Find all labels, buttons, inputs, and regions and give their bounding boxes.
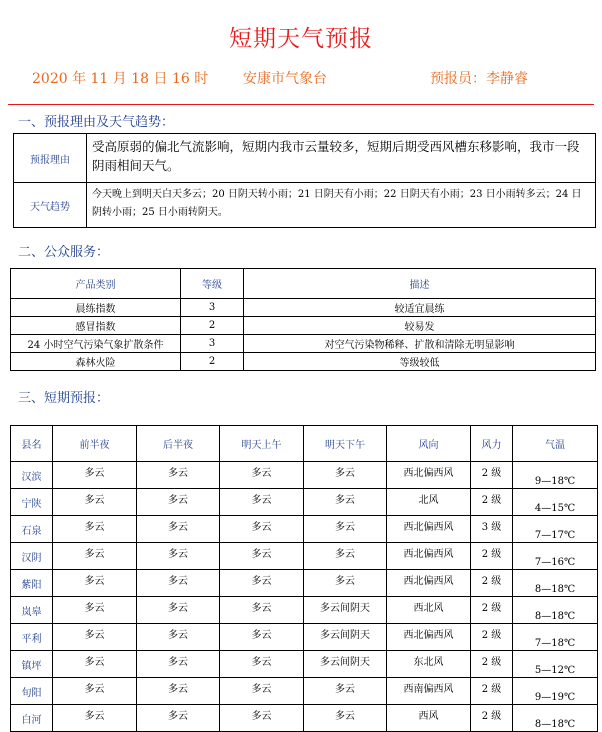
- temperature: 7—18℃: [513, 624, 598, 651]
- tomorrow-afternoon: 多云间阴天: [304, 651, 387, 678]
- table-header-row: [11, 269, 596, 299]
- tomorrow-morning: 多云: [220, 543, 304, 570]
- table-row: [11, 705, 598, 732]
- temperature: 5—12℃: [513, 651, 598, 678]
- table-row: [11, 489, 598, 516]
- column-header: 描述: [244, 269, 596, 299]
- wind-force: 2 级: [471, 543, 513, 570]
- tomorrow-afternoon: 多云: [304, 570, 387, 597]
- county-name: 白河: [11, 705, 53, 732]
- county-name: 旬阳: [11, 678, 53, 705]
- table-row: [11, 335, 596, 353]
- table-row: [11, 317, 596, 335]
- header-divider: [8, 104, 594, 105]
- column-header: 等级: [181, 269, 244, 299]
- table-row: [11, 570, 598, 597]
- tomorrow-morning: 多云: [220, 516, 304, 543]
- second-half-night: 多云: [137, 678, 220, 705]
- column-header: 后半夜: [137, 426, 220, 462]
- county-name: 汉滨: [11, 462, 53, 489]
- wind-force: 2 级: [471, 462, 513, 489]
- tomorrow-afternoon: 多云: [304, 516, 387, 543]
- temperature: 9—19℃: [513, 678, 598, 705]
- issue-datetime: 2020 年 11 月 18 日 16 时: [32, 71, 209, 87]
- temperature: 8—18℃: [513, 570, 598, 597]
- product-level: 3: [181, 299, 244, 317]
- temperature: 7—17℃: [513, 516, 598, 543]
- first-half-night: 多云: [53, 678, 137, 705]
- county-name: 宁陕: [11, 489, 53, 516]
- tomorrow-afternoon: 多云: [304, 705, 387, 732]
- table-row: [11, 624, 598, 651]
- table-header-row: [11, 426, 598, 462]
- tomorrow-morning: 多云: [220, 624, 304, 651]
- column-header: 前半夜: [53, 426, 137, 462]
- issuing-agency: 安康市气象台: [243, 71, 327, 87]
- table-row: [11, 651, 598, 678]
- tomorrow-morning: 多云: [220, 651, 304, 678]
- tomorrow-morning: 多云: [220, 489, 304, 516]
- first-half-night: 多云: [53, 651, 137, 678]
- forecaster-label: 预报员：: [430, 71, 486, 87]
- wind-force: 3 级: [471, 516, 513, 543]
- county-name: 镇坪: [11, 651, 53, 678]
- table-row: [11, 543, 598, 570]
- county-name: 岚皋: [11, 597, 53, 624]
- second-half-night: 多云: [137, 516, 220, 543]
- wind-direction: 西北偏西风: [387, 516, 471, 543]
- first-half-night: 多云: [53, 570, 137, 597]
- temperature: 4—15℃: [513, 489, 598, 516]
- wind-direction: 东北风: [387, 651, 471, 678]
- wind-force: 2 级: [471, 678, 513, 705]
- table-row: [11, 353, 596, 371]
- wind-direction: 西北偏西风: [387, 624, 471, 651]
- second-half-night: 多云: [137, 543, 220, 570]
- first-half-night: 多云: [53, 489, 137, 516]
- second-half-night: 多云: [137, 489, 220, 516]
- table-row: [11, 299, 596, 317]
- second-half-night: 多云: [137, 597, 220, 624]
- row-label: 天气趋势: [14, 183, 87, 228]
- product-name: 感冒指数: [11, 317, 181, 335]
- forecaster-info: [430, 68, 528, 88]
- tomorrow-morning: 多云: [220, 705, 304, 732]
- product-description: 对空气污染物稀释、扩散和清除无明显影响: [244, 335, 596, 353]
- tomorrow-morning: 多云: [220, 570, 304, 597]
- product-name: 森林火险: [11, 353, 181, 371]
- wind-force: 2 级: [471, 489, 513, 516]
- tomorrow-afternoon: 多云: [304, 462, 387, 489]
- wind-direction: 西南偏西风: [387, 678, 471, 705]
- weather-trend-text: 今天晚上到明天白天多云；20 日阴天转小雨；21 日阴天有小雨；22 日阴天有小雨；23 日小雨转多云；24 日阴转小雨；25 日小雨转阴天。: [87, 183, 596, 228]
- wind-force: 2 级: [471, 651, 513, 678]
- product-description: 较易发: [244, 317, 596, 335]
- column-header: 风向: [387, 426, 471, 462]
- second-half-night: 多云: [137, 570, 220, 597]
- wind-force: 2 级: [471, 597, 513, 624]
- second-half-night: 多云: [137, 624, 220, 651]
- page-title: 短期天气预报: [229, 26, 373, 52]
- county-name: 平利: [11, 624, 53, 651]
- product-level: 2: [181, 317, 244, 335]
- temperature: 8—18℃: [513, 597, 598, 624]
- column-header: 明天下午: [304, 426, 387, 462]
- product-description: 较适宜晨练: [244, 299, 596, 317]
- county-name: 汉阴: [11, 543, 53, 570]
- wind-direction: 西北偏西风: [387, 543, 471, 570]
- first-half-night: 多云: [53, 462, 137, 489]
- wind-direction: 西风: [387, 705, 471, 732]
- second-half-night: 多云: [137, 462, 220, 489]
- section-3-heading: 三、短期预报：: [18, 391, 110, 406]
- wind-force: 2 级: [471, 624, 513, 651]
- tomorrow-afternoon: 多云间阴天: [304, 597, 387, 624]
- product-name: 晨练指数: [11, 299, 181, 317]
- forecast-reason-table: [13, 133, 596, 228]
- second-half-night: 多云: [137, 651, 220, 678]
- product-description: 等级较低: [244, 353, 596, 371]
- table-row: [14, 134, 596, 183]
- tomorrow-morning: 多云: [220, 678, 304, 705]
- wind-direction: 北风: [387, 489, 471, 516]
- wind-direction: 西北偏西风: [387, 570, 471, 597]
- wind-force: 2 级: [471, 705, 513, 732]
- temperature: 8—18℃: [513, 705, 598, 732]
- section-2-heading: 二、公众服务：: [18, 245, 110, 260]
- first-half-night: 多云: [53, 705, 137, 732]
- first-half-night: 多云: [53, 624, 137, 651]
- tomorrow-afternoon: 多云: [304, 489, 387, 516]
- product-name: 24 小时空气污染气象扩散条件: [11, 335, 181, 353]
- column-header: 县名: [11, 426, 53, 462]
- temperature: 7—16℃: [513, 543, 598, 570]
- product-level: 3: [181, 335, 244, 353]
- column-header: 风力: [471, 426, 513, 462]
- public-service-table: [10, 268, 596, 371]
- first-half-night: 多云: [53, 543, 137, 570]
- table-row: [11, 678, 598, 705]
- wind-direction: 西北风: [387, 597, 471, 624]
- column-header: 气温: [513, 426, 598, 462]
- county-name: 紫阳: [11, 570, 53, 597]
- wind-direction: 西北偏西风: [387, 462, 471, 489]
- second-half-night: 多云: [137, 705, 220, 732]
- table-row: [11, 462, 598, 489]
- tomorrow-afternoon: 多云: [304, 543, 387, 570]
- wind-force: 2 级: [471, 570, 513, 597]
- first-half-night: 多云: [53, 516, 137, 543]
- section-1-heading: 一、预报理由及天气趋势：: [18, 115, 175, 130]
- column-header: 明天上午: [220, 426, 304, 462]
- tomorrow-morning: 多云: [220, 597, 304, 624]
- tomorrow-afternoon: 多云: [304, 678, 387, 705]
- tomorrow-morning: 多云: [220, 462, 304, 489]
- table-row: [14, 183, 596, 228]
- temperature: 9—18℃: [513, 462, 598, 489]
- column-header: 产品类别: [11, 269, 181, 299]
- table-row: [11, 516, 598, 543]
- forecaster-name: 李静睿: [486, 71, 528, 87]
- first-half-night: 多云: [53, 597, 137, 624]
- short-term-forecast-table: [10, 425, 598, 732]
- tomorrow-afternoon: 多云间阴天: [304, 624, 387, 651]
- row-label: 预报理由: [14, 134, 87, 183]
- forecast-reason-text: 受高原弱的偏北气流影响，短期内我市云量较多，短期后期受西风槽东移影响，我市一段阴雨相间天气。: [87, 134, 596, 183]
- county-name: 石泉: [11, 516, 53, 543]
- product-level: 2: [181, 353, 244, 371]
- table-row: [11, 597, 598, 624]
